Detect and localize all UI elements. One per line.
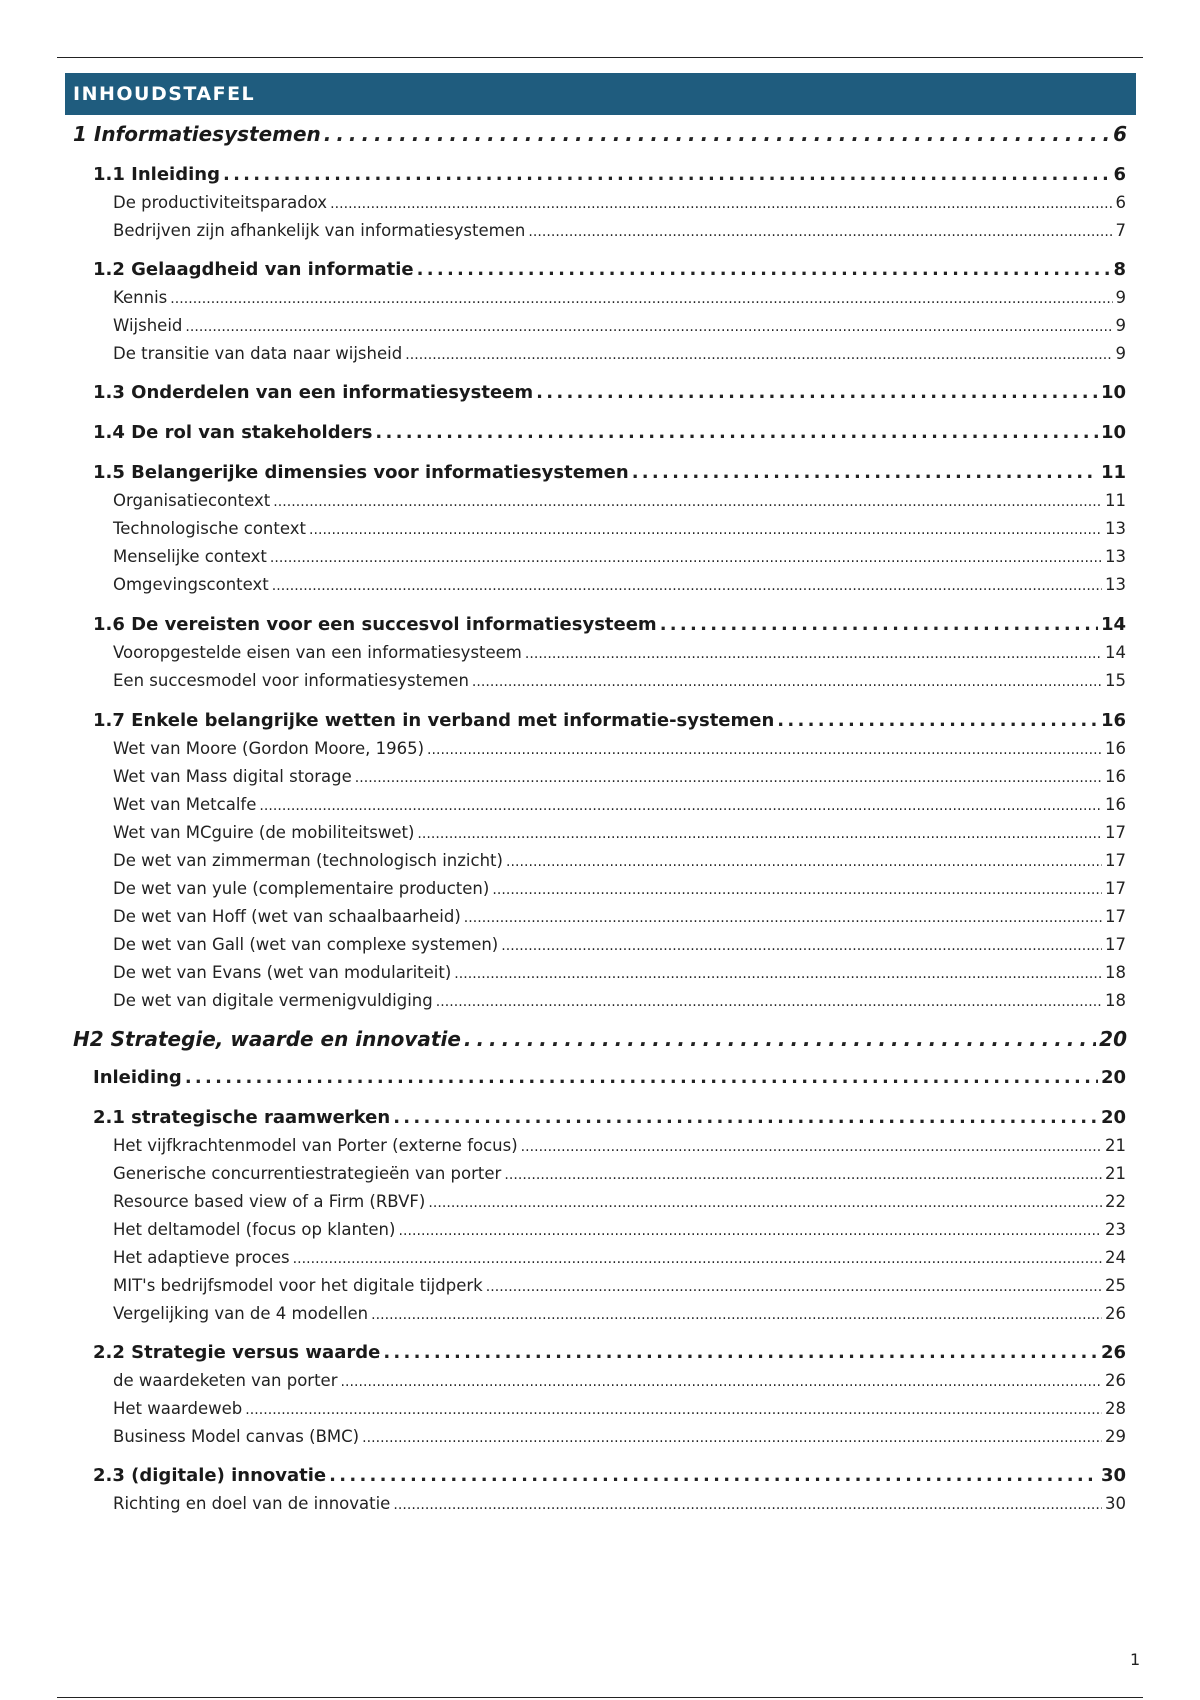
toc-subsection-entry[interactable] [113,491,1126,510]
toc-chapter-entry[interactable] [73,1027,1127,1051]
toc-entry-title: 1.7 Enkele belangrijke wetten in verband met informatie-systemen [93,710,775,731]
toc-entry-title: Het deltamodel (focus op klanten) [113,1220,396,1239]
toc-subsection-entry[interactable] [113,879,1126,898]
toc-dot-leader [472,671,1102,690]
toc-entry-title: Omgevingscontext [113,575,269,594]
toc-subsection-entry[interactable] [113,575,1126,594]
toc-entry-page: 23 [1105,1220,1126,1239]
toc-entry-page: 24 [1105,1248,1126,1267]
toc-dot-leader [777,710,1098,731]
toc-entry-title: De productiviteitsparadox [113,193,328,212]
toc-entry-title: De wet van digitale vermenigvuldiging [113,991,433,1010]
toc-entry-page: 16 [1105,739,1126,758]
toc-entry-title: De wet van Evans (wet van modulariteit) [113,963,452,982]
toc-subsection-entry[interactable] [113,1164,1126,1183]
toc-dot-leader [273,491,1102,510]
toc-entry-page: 16 [1105,767,1126,786]
toc-subsection-entry[interactable] [113,193,1126,212]
toc-entry-title: Organisatiecontext [113,491,271,510]
toc-entry-page: 17 [1105,935,1126,954]
toc-dot-leader [528,221,1112,240]
toc-dot-leader [375,422,1098,443]
toc-entry-title: 1.2 Gelaagdheid van informatie [93,259,414,280]
toc-section-entry[interactable] [93,462,1126,483]
toc-entry-title: Een succesmodel voor informatiesystemen [113,671,469,690]
toc-dot-leader [506,851,1102,870]
toc-entry-page: 26 [1105,1371,1126,1390]
toc-dot-leader [536,382,1098,403]
toc-entry-page: 6 [1115,193,1126,212]
toc-entry-page: 17 [1105,851,1126,870]
toc-subsection-entry[interactable] [113,643,1126,662]
toc-entry-page: 16 [1100,710,1126,731]
toc-dot-leader [330,193,1112,212]
toc-entry-title: 1.1 Inleiding [93,164,220,185]
toc-entry-title: 1.5 Belangerijke dimensies voor informatiesystemen [93,462,629,483]
toc-entry-title: De wet van Hoff (wet van schaalbaarheid) [113,907,461,926]
toc-dot-leader [405,344,1112,363]
toc-subsection-entry[interactable] [113,547,1126,566]
toc-entry-title: de waardeketen van porter [113,1371,338,1390]
toc-entry-page: 25 [1105,1276,1126,1295]
toc-entry-page: 17 [1105,879,1126,898]
toc-chapter-entry[interactable] [73,122,1127,146]
toc-entry-page: 29 [1105,1427,1126,1446]
toc-dot-leader [383,1342,1098,1363]
toc-subsection-entry[interactable] [113,795,1126,814]
toc-entry-title: De wet van Gall (wet van complexe systemen) [113,935,499,954]
toc-dot-leader [660,614,1098,635]
toc-entry-title: De transitie van data naar wijsheid [113,344,403,363]
toc-subsection-entry[interactable] [113,739,1126,758]
toc-entry-title: 2.3 (digitale) innovatie [93,1465,327,1486]
toc-dot-leader [272,575,1102,594]
toc-dot-leader [393,1107,1098,1128]
toc-entry-page: 10 [1100,422,1126,443]
toc-entry-title: Wet van MCguire (de mobiliteitswet) [113,823,415,842]
toc-entry-page: 22 [1105,1192,1126,1211]
toc-entry-page: 9 [1115,344,1126,363]
toc-dot-leader [223,164,1111,185]
toc-entry-title: Resource based view of a Firm (RBVF) [113,1192,426,1211]
toc-header-title: INHOUDSTAFEL [73,83,256,105]
toc-entry-title: De wet van yule (complementaire producten) [113,879,490,898]
toc-subsection-entry[interactable] [113,991,1126,1010]
toc-subsection-entry[interactable] [113,963,1126,982]
toc-entry-page: 17 [1105,823,1126,842]
toc-entry-title: Het adaptieve proces [113,1248,290,1267]
toc-entry-title: Technologische context [113,519,306,538]
toc-entry-title: H2 Strategie, waarde en innovatie [73,1027,461,1051]
toc-dot-leader [329,1465,1098,1486]
toc-entry-page: 13 [1105,547,1126,566]
toc-entry-page: 9 [1115,316,1126,335]
toc-entry-title: 1.4 De rol van stakeholders [93,422,373,443]
toc-dot-leader [259,795,1102,814]
toc-entry-title: Wet van Moore (Gordon Moore, 1965) [113,739,425,758]
toc-dot-leader [504,1164,1102,1183]
toc-dot-leader [185,1067,1098,1088]
toc-dot-leader [427,739,1102,758]
toc-entry-page: 17 [1105,907,1126,926]
toc-entry-title: 2.1 strategische raamwerken [93,1107,391,1128]
toc-dot-leader [371,1304,1102,1323]
toc-dot-leader [393,1494,1102,1513]
toc-entry-page: 20 [1100,1067,1126,1088]
toc-entry-page: 11 [1105,491,1126,510]
toc-entry-page: 14 [1100,614,1126,635]
toc-entry-title: 1 Informatiesystemen [73,122,321,146]
toc-dot-leader [309,519,1102,538]
toc-entry-page: 15 [1105,671,1126,690]
toc-dot-leader [417,823,1102,842]
toc-entry-title: Wijsheid [113,316,183,335]
toc-dot-leader [355,767,1102,786]
toc-entry-title: Het vijfkrachtenmodel van Porter (externe focus) [113,1136,518,1155]
toc-dot-leader [436,991,1102,1010]
toc-subsection-entry[interactable] [113,316,1126,335]
toc-subsection-entry[interactable] [113,1371,1126,1390]
toc-entry-page: 14 [1105,643,1126,662]
toc-entry-title: Het waardeweb [113,1399,243,1418]
toc-entry-page: 13 [1105,575,1126,594]
toc-entry-title: MIT's bedrijfsmodel voor het digitale tijdperk [113,1276,483,1295]
toc-dot-leader [464,907,1102,926]
toc-dot-leader [245,1399,1102,1418]
bottom-rule [57,1697,1143,1698]
toc-entry-title: Richting en doel van de innovatie [113,1494,391,1513]
toc-entry-page: 7 [1115,221,1126,240]
toc-entry-page: 10 [1100,382,1126,403]
toc-dot-leader [270,547,1102,566]
toc-entry-title: Kennis [113,288,168,307]
toc-subsection-entry[interactable] [113,671,1126,690]
toc-subsection-entry[interactable] [113,1192,1126,1211]
toc-dot-leader [417,259,1111,280]
toc-subsection-entry[interactable] [113,344,1126,363]
toc-dot-leader [185,316,1112,335]
toc-subsection-entry[interactable] [113,1427,1126,1446]
toc-entry-page: 18 [1105,963,1126,982]
toc-entry-page: 30 [1105,1494,1126,1513]
toc-subsection-entry[interactable] [113,1276,1126,1295]
toc-entry-page: 21 [1105,1164,1126,1183]
toc-entry-title: Menselijke context [113,547,267,566]
toc-entry-page: 21 [1105,1136,1126,1155]
toc-entry-title: Generische concurrentiestrategieën van porter [113,1164,502,1183]
toc-entry-page: 13 [1105,519,1126,538]
toc-subsection-entry[interactable] [113,1494,1126,1513]
toc-section-entry[interactable] [93,382,1126,403]
toc-section-entry[interactable] [93,710,1126,731]
toc-entry-title: Inleiding [93,1067,182,1088]
toc-dot-leader [324,122,1110,146]
toc-dot-leader [398,1220,1102,1239]
toc-section-entry[interactable] [93,259,1126,280]
toc-subsection-entry[interactable] [113,1136,1126,1155]
toc-dot-leader [362,1427,1102,1446]
toc-section-entry[interactable] [93,422,1126,443]
toc-subsection-entry[interactable] [113,851,1126,870]
toc-subsection-entry[interactable] [113,1399,1126,1418]
toc-entry-title: Wet van Mass digital storage [113,767,352,786]
toc-entry-page: 8 [1113,259,1126,280]
toc-subsection-entry[interactable] [113,1248,1126,1267]
toc-dot-leader [454,963,1102,982]
toc-dot-leader [464,1027,1096,1051]
toc-entry-page: 6 [1113,164,1126,185]
toc-dot-leader [521,1136,1102,1155]
toc-entry-title: 1.3 Onderdelen van een informatiesysteem [93,382,534,403]
toc-subsection-entry[interactable] [113,221,1126,240]
toc-entry-page: 26 [1105,1304,1126,1323]
toc-entry-title: 2.2 Strategie versus waarde [93,1342,381,1363]
toc-entry-title: Bedrijven zijn afhankelijk van informatiesystemen [113,221,526,240]
toc-subsection-entry[interactable] [113,767,1126,786]
toc-entry-title: Wet van Metcalfe [113,795,257,814]
toc-entry-page: 30 [1100,1465,1126,1486]
toc-section-entry[interactable] [93,1107,1126,1128]
toc-dot-leader [501,935,1102,954]
toc-entry-page: 6 [1113,122,1127,146]
toc-subsection-entry[interactable] [113,519,1126,538]
toc-section-entry[interactable] [93,614,1126,635]
toc-dot-leader [428,1192,1102,1211]
toc-entry-page: 20 [1100,1107,1126,1128]
toc-subsection-entry[interactable] [113,907,1126,926]
toc-section-entry[interactable] [93,1067,1126,1088]
toc-dot-leader [170,288,1112,307]
toc-section-entry[interactable] [93,1342,1126,1363]
toc-entry-page: 26 [1100,1342,1126,1363]
toc-entry-title: Vergelijking van de 4 modellen [113,1304,369,1323]
toc-subsection-entry[interactable] [113,823,1126,842]
toc-entry-page: 28 [1105,1399,1126,1418]
toc-section-entry[interactable] [93,164,1126,185]
toc-subsection-entry[interactable] [113,1220,1126,1239]
toc-subsection-entry[interactable] [113,1304,1126,1323]
toc-subsection-entry[interactable] [113,935,1126,954]
toc-entry-title: De wet van zimmerman (technologisch inzicht) [113,851,503,870]
toc-subsection-entry[interactable] [113,288,1126,307]
toc-dot-leader [632,462,1098,483]
toc-entry-page: 11 [1100,462,1126,483]
toc-dot-leader [492,879,1102,898]
toc-entry-title: Vooropgestelde eisen van een informatiesysteem [113,643,522,662]
toc-entry-page: 9 [1115,288,1126,307]
toc-entry-title: Business Model canvas (BMC) [113,1427,360,1446]
toc-dot-leader [293,1248,1102,1267]
toc-dot-leader [486,1276,1102,1295]
toc-entry-page: 16 [1105,795,1126,814]
toc-entry-title: 1.6 De vereisten voor een succesvol informatiesysteem [93,614,657,635]
toc-entry-page: 18 [1105,991,1126,1010]
toc-entry-page: 20 [1099,1027,1127,1051]
toc-dot-leader [340,1371,1102,1390]
toc-section-entry[interactable] [93,1465,1126,1486]
toc-dot-leader [525,643,1102,662]
page-number: 1 [1130,1650,1141,1669]
